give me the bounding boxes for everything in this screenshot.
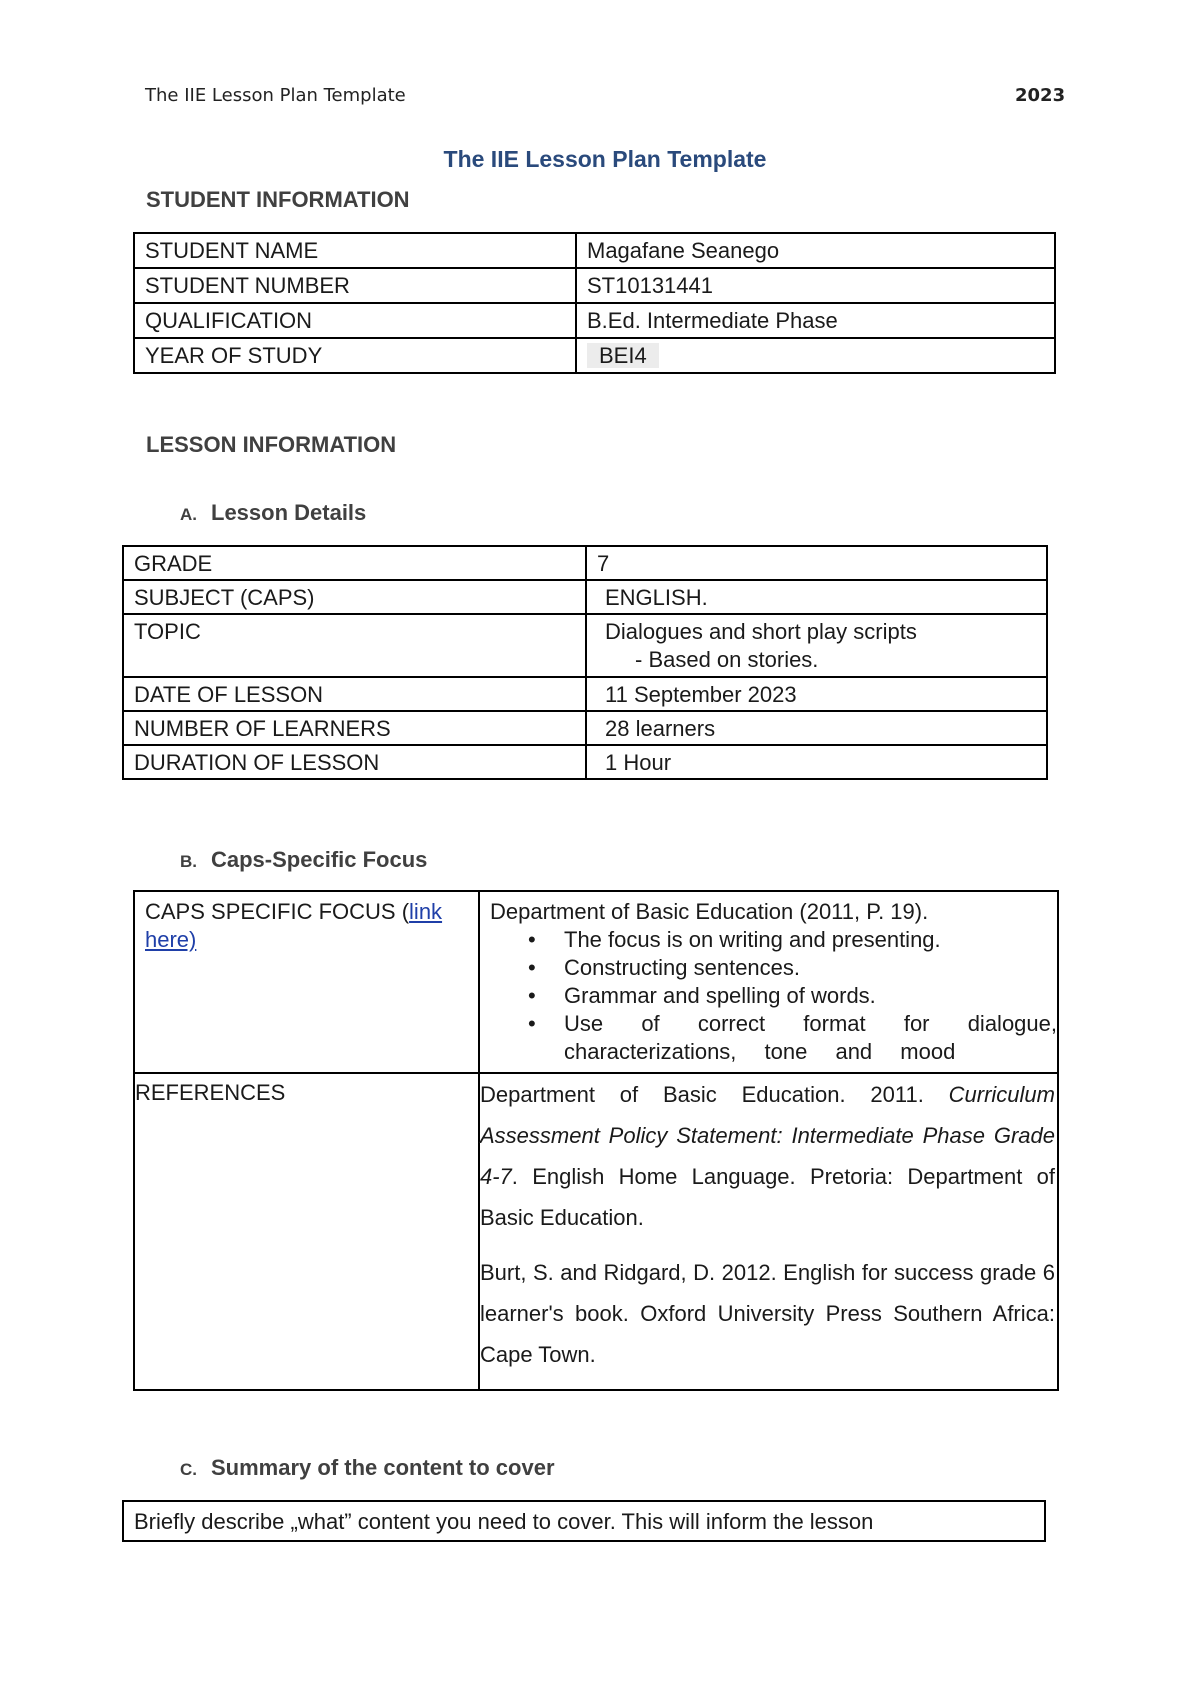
list-item: • Use of correct format for dialogue, characterizations, tone and mood: [564, 1010, 1057, 1066]
caps-focus-heading: [180, 847, 427, 873]
reference-1-title: Curriculum Assessment Policy Statement: Intermediate Phase Grade 4-7: [480, 1082, 1055, 1189]
qualification-label: QUALIFICATION: [134, 303, 576, 338]
caps-link[interactable]: link here): [145, 899, 443, 952]
table-row: [123, 546, 1047, 580]
caps-focus-title: Caps-Specific Focus: [211, 847, 428, 872]
student-number-label: STUDENT NUMBER: [134, 268, 576, 303]
lesson-details-title: Lesson Details: [211, 500, 367, 525]
summary-letter: C.: [180, 1460, 197, 1479]
table-row: [134, 233, 1055, 268]
table-row: [134, 303, 1055, 338]
running-header-year: 2023: [1015, 85, 1066, 106]
table-row: [134, 268, 1055, 303]
table-row: [134, 1073, 1058, 1390]
number-of-learners-label: NUMBER OF LEARNERS: [123, 711, 586, 745]
running-header-title: The IIE Lesson Plan Template: [145, 85, 406, 106]
date-of-lesson-value: 11 September 2023: [586, 677, 1047, 711]
lesson-information-heading: LESSON INFORMATION: [146, 432, 397, 457]
topic-value: Dialogues and short play scripts: [605, 619, 917, 644]
lesson-details-heading: [180, 500, 366, 526]
table-row: [123, 677, 1047, 711]
references-label: REFERENCES: [134, 1073, 479, 1390]
caps-focus-content: [479, 891, 1058, 1073]
lesson-details-table: [122, 545, 1048, 780]
date-of-lesson-label: DATE OF LESSON: [123, 677, 586, 711]
caps-focus-label-cell: [134, 891, 479, 1073]
topic-subvalue: - Based on stories.: [635, 647, 819, 672]
student-information-heading: STUDENT INFORMATION: [146, 187, 410, 212]
reference-1: [480, 1074, 1055, 1238]
subject-value: ENGLISH.: [586, 580, 1047, 614]
list-item: • Grammar and spelling of words.: [564, 982, 1057, 1010]
reference-1-text: Department of Basic Education. 2011.: [480, 1082, 949, 1107]
subject-label: SUBJECT (CAPS): [123, 580, 586, 614]
summary-title: Summary of the content to cover: [211, 1455, 555, 1480]
student-name-label: STUDENT NAME: [134, 233, 576, 268]
year-of-study-label: YEAR OF STUDY: [134, 338, 576, 373]
student-name-value: Magafane Seanego: [576, 233, 1055, 268]
table-row: [134, 891, 1058, 1073]
summary-table: [122, 1500, 1046, 1542]
document-title: The IIE Lesson Plan Template: [443, 146, 767, 172]
references-content: [479, 1073, 1058, 1390]
reference-2: Burt, S. and Ridgard, D. 2012. English for success grade 6 learner's book. Oxford University Press Southern Africa: Cape Town.: [480, 1260, 1055, 1367]
list-item: • The focus is on writing and presenting.: [564, 926, 1057, 954]
duration-value: 1 Hour: [586, 745, 1047, 779]
grade-value: 7: [586, 546, 1047, 580]
number-of-learners-value: 28 learners: [586, 711, 1047, 745]
student-number-value: ST10131441: [576, 268, 1055, 303]
summary-text: Briefly describe „what” content you need to cover. This will inform the lesson: [123, 1501, 1045, 1541]
table-row: [123, 580, 1047, 614]
student-information-table: [133, 232, 1056, 374]
year-of-study-value: BEI4: [587, 343, 659, 368]
caps-focus-table: [133, 890, 1059, 1391]
caps-focus-letter: B.: [180, 852, 197, 871]
year-of-study-cell: [576, 338, 1055, 373]
qualification-value: B.Ed. Intermediate Phase: [576, 303, 1055, 338]
caps-focus-bullet-list: [490, 926, 1057, 1066]
summary-heading: [180, 1455, 555, 1481]
list-item: • Constructing sentences.: [564, 954, 1057, 982]
table-row: [123, 711, 1047, 745]
topic-cell: [586, 614, 1047, 677]
table-row: [123, 1501, 1045, 1541]
table-row: [134, 338, 1055, 373]
table-row: [123, 745, 1047, 779]
table-row: [123, 614, 1047, 677]
topic-label: TOPIC: [123, 614, 586, 677]
grade-label: GRADE: [123, 546, 586, 580]
caps-focus-label: CAPS SPECIFIC FOCUS (: [145, 899, 410, 924]
caps-focus-intro: Department of Basic Education (2011, P. 19).: [490, 899, 929, 924]
duration-label: DURATION OF LESSON: [123, 745, 586, 779]
reference-1-rest: . English Home Language. Pretoria: Department of Basic Education.: [480, 1164, 1055, 1230]
lesson-details-letter: A.: [180, 505, 197, 524]
